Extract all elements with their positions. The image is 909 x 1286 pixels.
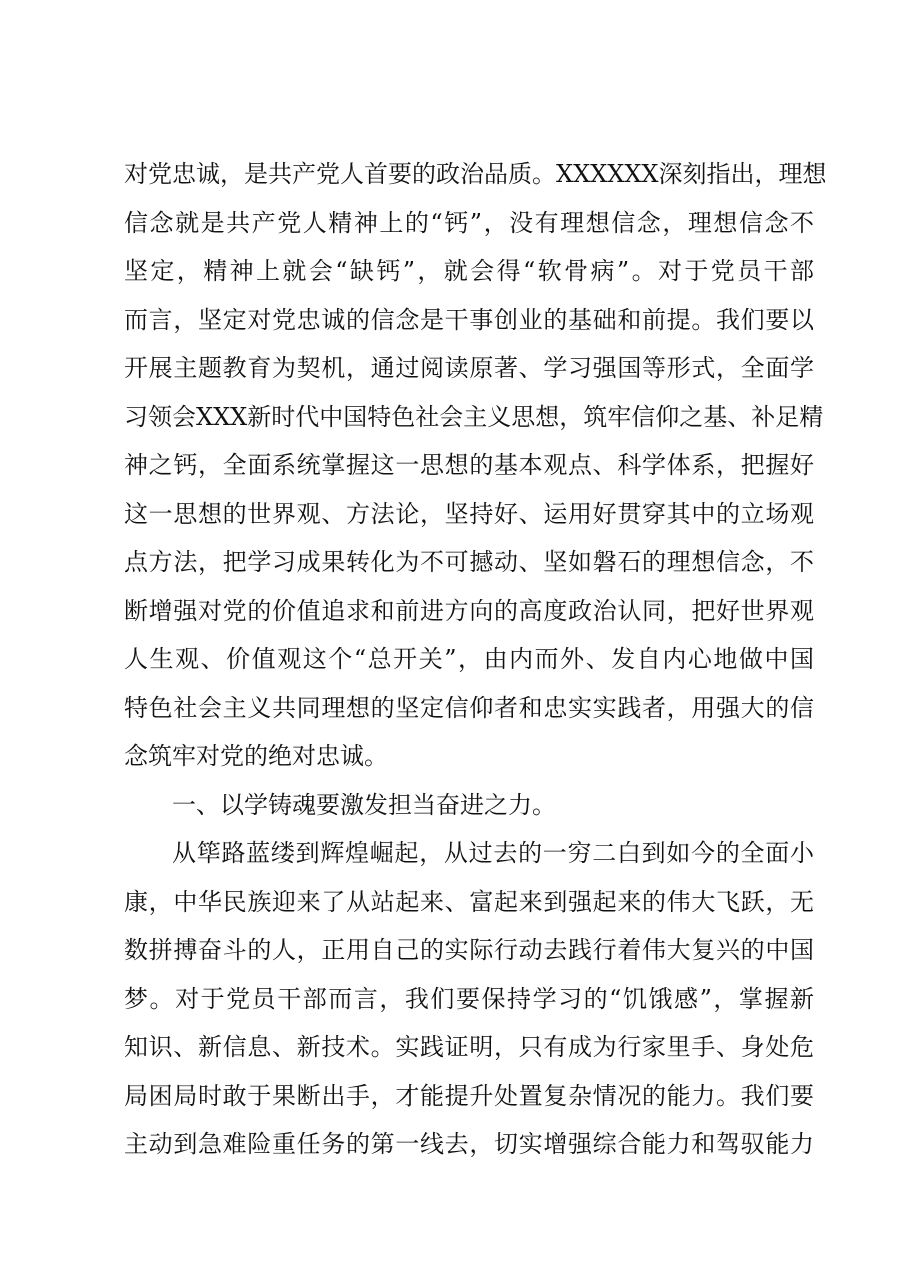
paragraph-line: 康，中华民族迎来了从站起来、富起来到强起来的伟大飞跃，无 — [124, 887, 814, 916]
section-heading: 一、以学铸魂要激发担当奋进之力。 — [172, 790, 556, 819]
paragraph-line: 梦。对于党员干部而言，我们要保持学习的“饥饿感”，掌握新 — [124, 984, 814, 1013]
paragraph-line: 主动到急难险重任务的第一线去，切实增强综合能力和驾驭能力 — [124, 1130, 814, 1158]
paragraph-line: 这一思想的世界观、方法论，坚持好、运用好贯穿其中的立场观 — [124, 499, 814, 528]
paragraph-line: 点方法，把学习成果转化为不可撼动、坚如磐石的理想信念，不 — [124, 548, 814, 576]
paragraph-line: 从筚路蓝缕到辉煌崛起，从过去的一穷二白到如今的全面小 — [172, 839, 814, 867]
paragraph-line: 神之钙，全面系统掌握这一思想的基本观点、科学体系，把握好 — [124, 451, 814, 479]
paragraph-line: 人生观、价值观这个“总开关”，由内而外、发自内心地做中国 — [124, 645, 814, 673]
paragraph-line: 特色社会主义共同理想的坚定信仰者和忠实实践者，用强大的信 — [124, 693, 814, 722]
paragraph-line: 念筑牢对党的绝对忠诚。 — [124, 742, 388, 770]
paragraph-loyalty — [124, 150, 827, 781]
paragraph-line: 而言，坚定对党忠诚的信念是干事创业的基础和前提。我们要以 — [124, 305, 814, 334]
paragraph-line: 信念就是共产党人精神上的“钙”，没有理想信念，理想信念不 — [124, 208, 814, 237]
paragraph-struggle — [124, 829, 814, 1169]
paragraph-line: 数拼搏奋斗的人，正用自己的实际行动去践行着伟大复兴的中国 — [124, 936, 814, 964]
paragraph-line: 断增强对党的价值追求和前进方向的高度政治认同，把好世界观 — [124, 596, 814, 625]
document-body — [124, 150, 827, 1169]
paragraph-line: 开展主题教育为契机，通过阅读原著、学习强国等形式，全面学 — [124, 354, 814, 382]
paragraph-line: 知识、新信息、新技术。实践证明，只有成为行家里手、身处危 — [124, 1033, 814, 1061]
paragraph-line: 局困局时敢于果断出手，才能提升处置复杂情况的能力。我们要 — [124, 1081, 814, 1110]
paragraph-line: 坚定，精神上就会“缺钙”，就会得“软骨病”。对于党员干部 — [124, 257, 814, 285]
paragraph-line: 习领会XXX新时代中国特色社会主义思想，筑牢信仰之基、补足精 — [124, 402, 824, 431]
paragraph-line: 对党忠诚，是共产党人首要的政治品质。XXXXXX深刻指出，理想 — [124, 160, 827, 188]
